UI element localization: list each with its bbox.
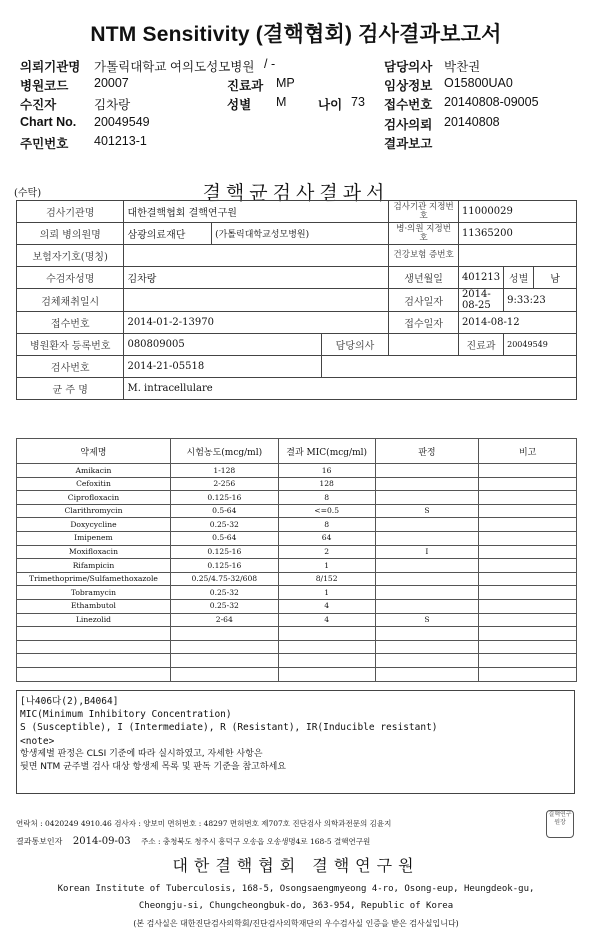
label-sex-kr: 성별 bbox=[504, 267, 534, 289]
judgement bbox=[375, 599, 479, 613]
test-range: 0.125-16 bbox=[170, 491, 278, 505]
test-range: 0.5-64 bbox=[170, 504, 278, 518]
judgement bbox=[375, 627, 479, 641]
label-attending-doctor: 담당의사 bbox=[321, 334, 389, 356]
test-range bbox=[170, 627, 278, 641]
table-row bbox=[17, 627, 577, 641]
label-receipt-date: 접수일자 bbox=[389, 312, 459, 334]
header-mic: 결과 MIC(mcg/ml) bbox=[278, 439, 375, 464]
mic-value: <=0.5 bbox=[278, 504, 375, 518]
remarks bbox=[479, 667, 577, 681]
test-range bbox=[170, 640, 278, 654]
label-resident-no: 주민번호 bbox=[20, 137, 69, 151]
receipt-no: 20140808-09005 bbox=[444, 95, 539, 109]
drug-name bbox=[17, 640, 171, 654]
note-line: [나406다(2),B4064] bbox=[20, 696, 119, 707]
label-age: 나이 bbox=[318, 98, 343, 112]
species: M. intracellulare bbox=[124, 378, 577, 400]
label-sex: 성별 bbox=[227, 98, 252, 112]
test-range: 2-64 bbox=[170, 613, 278, 627]
table-row bbox=[17, 654, 577, 668]
seal-stamp bbox=[546, 810, 574, 838]
table-row bbox=[17, 572, 577, 586]
examinee: 김차랑 bbox=[124, 267, 389, 289]
table-row bbox=[17, 640, 577, 654]
mic-value bbox=[278, 667, 375, 681]
sex: M bbox=[276, 95, 287, 109]
drug-name: Doxycycline bbox=[17, 518, 171, 532]
notes-box bbox=[16, 690, 575, 794]
drug-name: Ethambutol bbox=[17, 599, 171, 613]
remarks bbox=[479, 654, 577, 668]
report-title: NTM Sensitivity (결핵협회) 검사결과보고서 bbox=[90, 23, 502, 46]
table-row bbox=[17, 491, 577, 505]
note-line: <note> bbox=[20, 735, 55, 747]
drug-name: Clarithromycin bbox=[17, 504, 171, 518]
institute-address-line2: Cheongju-si, Chungcheongbuk-do, 363-954, Republic of Korea bbox=[138, 901, 454, 911]
remarks bbox=[479, 613, 577, 627]
label-department: 진료과 bbox=[227, 79, 264, 93]
label-insurer: 보험자기호(명칭) bbox=[17, 245, 124, 267]
label-dob: 생년월일 bbox=[389, 267, 459, 289]
judgement bbox=[375, 559, 479, 573]
test-range: 2-256 bbox=[170, 477, 278, 491]
scanned-report bbox=[10, 170, 582, 940]
label-requesting-org: 의뢰기관명 bbox=[20, 60, 81, 74]
table-row bbox=[17, 559, 577, 573]
remarks bbox=[479, 559, 577, 573]
drug-rows bbox=[17, 464, 577, 682]
drug-name bbox=[17, 654, 171, 668]
drug-name: Imipenem bbox=[17, 531, 171, 545]
test-no: 2014-21-05518 bbox=[124, 356, 321, 378]
table-row bbox=[17, 667, 577, 681]
test-range: 0.125-16 bbox=[170, 545, 278, 559]
label-dept-kr: 진료과 bbox=[458, 334, 503, 356]
label-test-date: 검사일자 bbox=[389, 289, 459, 312]
remarks bbox=[479, 504, 577, 518]
clinical-info: O15800UA0 bbox=[444, 76, 513, 90]
table-row bbox=[17, 599, 577, 613]
mic-value: 128 bbox=[278, 477, 375, 491]
label-receipt-no: 접수번호 bbox=[384, 98, 433, 112]
label-requesting-hospital: 의뢰 병의원명 bbox=[17, 223, 124, 245]
institute-name: 대한결핵협회 결핵연구원 bbox=[172, 856, 420, 875]
table-row bbox=[17, 518, 577, 532]
mic-value: 4 bbox=[278, 599, 375, 613]
remarks bbox=[479, 586, 577, 600]
label-examinee: 수검자성명 bbox=[17, 267, 124, 289]
label-doctor-code: 병·의원 지정번호 bbox=[389, 223, 459, 245]
mic-value: 8 bbox=[278, 491, 375, 505]
test-range: 0.25-32 bbox=[170, 518, 278, 532]
drug-name: Tobramycin bbox=[17, 586, 171, 600]
judgement bbox=[375, 586, 479, 600]
institute-address-line1: Korean Institute of Tuberculosis, 168-5, Osongsaengmyeong 4-ro, Osong-eup, Heungdeok-gu, bbox=[57, 884, 535, 894]
judgement bbox=[375, 531, 479, 545]
table-row bbox=[17, 545, 577, 559]
judgement: I bbox=[375, 545, 479, 559]
mic-value: 1 bbox=[278, 586, 375, 600]
susceptibility-table bbox=[16, 438, 577, 682]
header-range: 시험농도(mcg/ml) bbox=[170, 439, 278, 464]
drug-name: Trimethoprime/Sulfamethoxazole bbox=[17, 572, 171, 586]
seal-text: 결핵연구원장 bbox=[548, 811, 572, 826]
age: 73 bbox=[351, 95, 365, 109]
table-row bbox=[17, 613, 577, 627]
label-collection-time: 검체채취일시 bbox=[17, 289, 124, 312]
label-doctor: 담당의사 bbox=[384, 60, 433, 74]
label-chart-no: Chart No. bbox=[20, 115, 77, 129]
requesting-hospital-sub: (가톨릭대학교성모병원) bbox=[212, 223, 389, 245]
remarks bbox=[479, 464, 577, 478]
label-exam-org: 검사기관명 bbox=[17, 201, 124, 223]
sex-kr: 남 bbox=[534, 267, 577, 289]
drug-name: Rifampicin bbox=[17, 559, 171, 573]
request-date: 20140808 bbox=[444, 115, 500, 129]
receipt-date: 2014-08-12 bbox=[458, 312, 576, 334]
table-row bbox=[17, 531, 577, 545]
judgement bbox=[375, 491, 479, 505]
dept-kr: 20049549 bbox=[504, 334, 577, 356]
footer-contact: 연락처 : 0420249 4910.46 검사자 : 양보미 면허번호 : 48297 면허번호 제707호 진단검사 의학과전문의 김윤지 bbox=[16, 819, 392, 828]
result-notifier-label: 결과통보인자 bbox=[16, 837, 63, 846]
test-range: 0.125-16 bbox=[170, 559, 278, 573]
label-receipt-number: 접수번호 bbox=[17, 312, 124, 334]
exam-org: 대한결핵협회 결핵연구원 bbox=[124, 201, 389, 223]
resident-no: 401213-1 bbox=[94, 134, 147, 148]
drug-name bbox=[17, 667, 171, 681]
institute-address-kr: 주소 : 충청북도 청주시 흥덕구 오송읍 오송생명4로 168-5 결핵연구원 bbox=[141, 837, 371, 846]
dob: 401213 bbox=[458, 267, 503, 289]
remarks bbox=[479, 491, 577, 505]
mic-value bbox=[278, 640, 375, 654]
doctor: 박찬권 bbox=[444, 60, 481, 74]
chart-no: 20049549 bbox=[94, 115, 150, 129]
drug-name: Amikacin bbox=[17, 464, 171, 478]
mic-value: 1 bbox=[278, 559, 375, 573]
registration-no: 080809005 bbox=[124, 334, 321, 356]
table-row bbox=[17, 586, 577, 600]
mic-value bbox=[278, 627, 375, 641]
drug-name: Moxifloxacin bbox=[17, 545, 171, 559]
remarks bbox=[479, 572, 577, 586]
requesting-hospital: 삼광의료재단 bbox=[124, 223, 212, 245]
test-range: 0.25-32 bbox=[170, 599, 278, 613]
note-line: S (Susceptible), I (Intermediate), R (Resistant), IR(Inducible resistant) bbox=[20, 722, 438, 734]
remarks bbox=[479, 599, 577, 613]
test-range: 0.25/4.75-32/608 bbox=[170, 572, 278, 586]
remarks bbox=[479, 518, 577, 532]
department: MP bbox=[276, 76, 295, 90]
remarks bbox=[479, 627, 577, 641]
doctor-code: 11365200 bbox=[458, 223, 576, 245]
footer-line2 bbox=[16, 836, 370, 847]
test-range: 1-128 bbox=[170, 464, 278, 478]
report-date: 2014-09-03 bbox=[72, 836, 131, 847]
receipt-number: 2014-01-2-13970 bbox=[124, 312, 389, 334]
drug-name: Cefoxitin bbox=[17, 477, 171, 491]
remarks bbox=[479, 545, 577, 559]
hospital-code: 20007 bbox=[94, 76, 129, 90]
note-line: 뒷면 NTM 균주별 검사 대상 항생제 목록 및 판독 기준을 참고하세요 bbox=[20, 762, 286, 773]
mic-value: 4 bbox=[278, 613, 375, 627]
attending-doctor bbox=[389, 334, 459, 356]
drug-name: Ciprofloxacin bbox=[17, 491, 171, 505]
label-species: 균 주 명 bbox=[17, 378, 124, 400]
label-patient: 수진자 bbox=[20, 98, 57, 112]
header-judgement: 판정 bbox=[375, 439, 479, 464]
label-test-no: 검사번호 bbox=[17, 356, 124, 378]
judgement bbox=[375, 477, 479, 491]
test-range bbox=[170, 654, 278, 668]
label-registration-no: 병원환자 등록번호 bbox=[17, 334, 124, 356]
label-health-insurance: 건강보험 증번호 bbox=[389, 245, 459, 267]
blank-cell bbox=[321, 356, 576, 378]
judgement bbox=[375, 667, 479, 681]
table-row bbox=[17, 464, 577, 478]
test-range bbox=[170, 667, 278, 681]
label-request-date: 검사의뢰 bbox=[384, 118, 433, 132]
label-hospital-code: 병원코드 bbox=[20, 79, 69, 93]
header-drug: 약제명 bbox=[17, 439, 171, 464]
judgement bbox=[375, 654, 479, 668]
mic-value: 64 bbox=[278, 531, 375, 545]
mic-value: 8/152 bbox=[278, 572, 375, 586]
requesting-org-dept: / - bbox=[264, 57, 276, 71]
exam-code: 11000029 bbox=[458, 201, 576, 223]
test-range: 0.25-32 bbox=[170, 586, 278, 600]
mic-value: 8 bbox=[278, 518, 375, 532]
mic-value: 2 bbox=[278, 545, 375, 559]
judgement: S bbox=[375, 504, 479, 518]
table-row bbox=[17, 477, 577, 491]
remarks bbox=[479, 531, 577, 545]
test-time: 9:33:23 bbox=[504, 289, 577, 312]
label-exam-code: 검사기관 지정번호 bbox=[389, 201, 459, 223]
note-line: MIC(Minimum Inhibitory Concentration) bbox=[20, 709, 232, 721]
drug-name bbox=[17, 627, 171, 641]
receipt-tag: (수탁) bbox=[14, 188, 42, 199]
insurer bbox=[124, 245, 389, 267]
table-row bbox=[17, 504, 577, 518]
header-remarks: 비고 bbox=[479, 439, 577, 464]
patient-name: 김차랑 bbox=[94, 98, 131, 112]
note-line: 항생제별 판정은 CLSI 기준에 따라 실시하였고, 자세한 사항은 bbox=[20, 748, 263, 759]
label-clinical-info: 임상정보 bbox=[384, 79, 433, 93]
report-heading: 결핵균검사결과서 bbox=[202, 182, 390, 204]
remarks bbox=[479, 640, 577, 654]
judgement bbox=[375, 640, 479, 654]
mic-value: 16 bbox=[278, 464, 375, 478]
requesting-org: 가톨릭대학교 여의도성모병원 bbox=[94, 60, 255, 74]
certification-note: (본 검사실은 대한진단검사의학회/진단검사의학재단의 우수검사실 인증을 받은 검사실입니다) bbox=[133, 919, 459, 928]
mic-value bbox=[278, 654, 375, 668]
collection-time bbox=[124, 289, 389, 312]
test-range: 0.5-64 bbox=[170, 531, 278, 545]
test-date: 2014-08-25 bbox=[458, 289, 503, 312]
health-insurance bbox=[458, 245, 576, 267]
remarks bbox=[479, 477, 577, 491]
judgement: S bbox=[375, 613, 479, 627]
judgement bbox=[375, 572, 479, 586]
judgement bbox=[375, 464, 479, 478]
drug-name: Linezolid bbox=[17, 613, 171, 627]
label-result-report: 결과보고 bbox=[384, 137, 433, 151]
patient-info-table bbox=[16, 200, 577, 400]
judgement bbox=[375, 518, 479, 532]
